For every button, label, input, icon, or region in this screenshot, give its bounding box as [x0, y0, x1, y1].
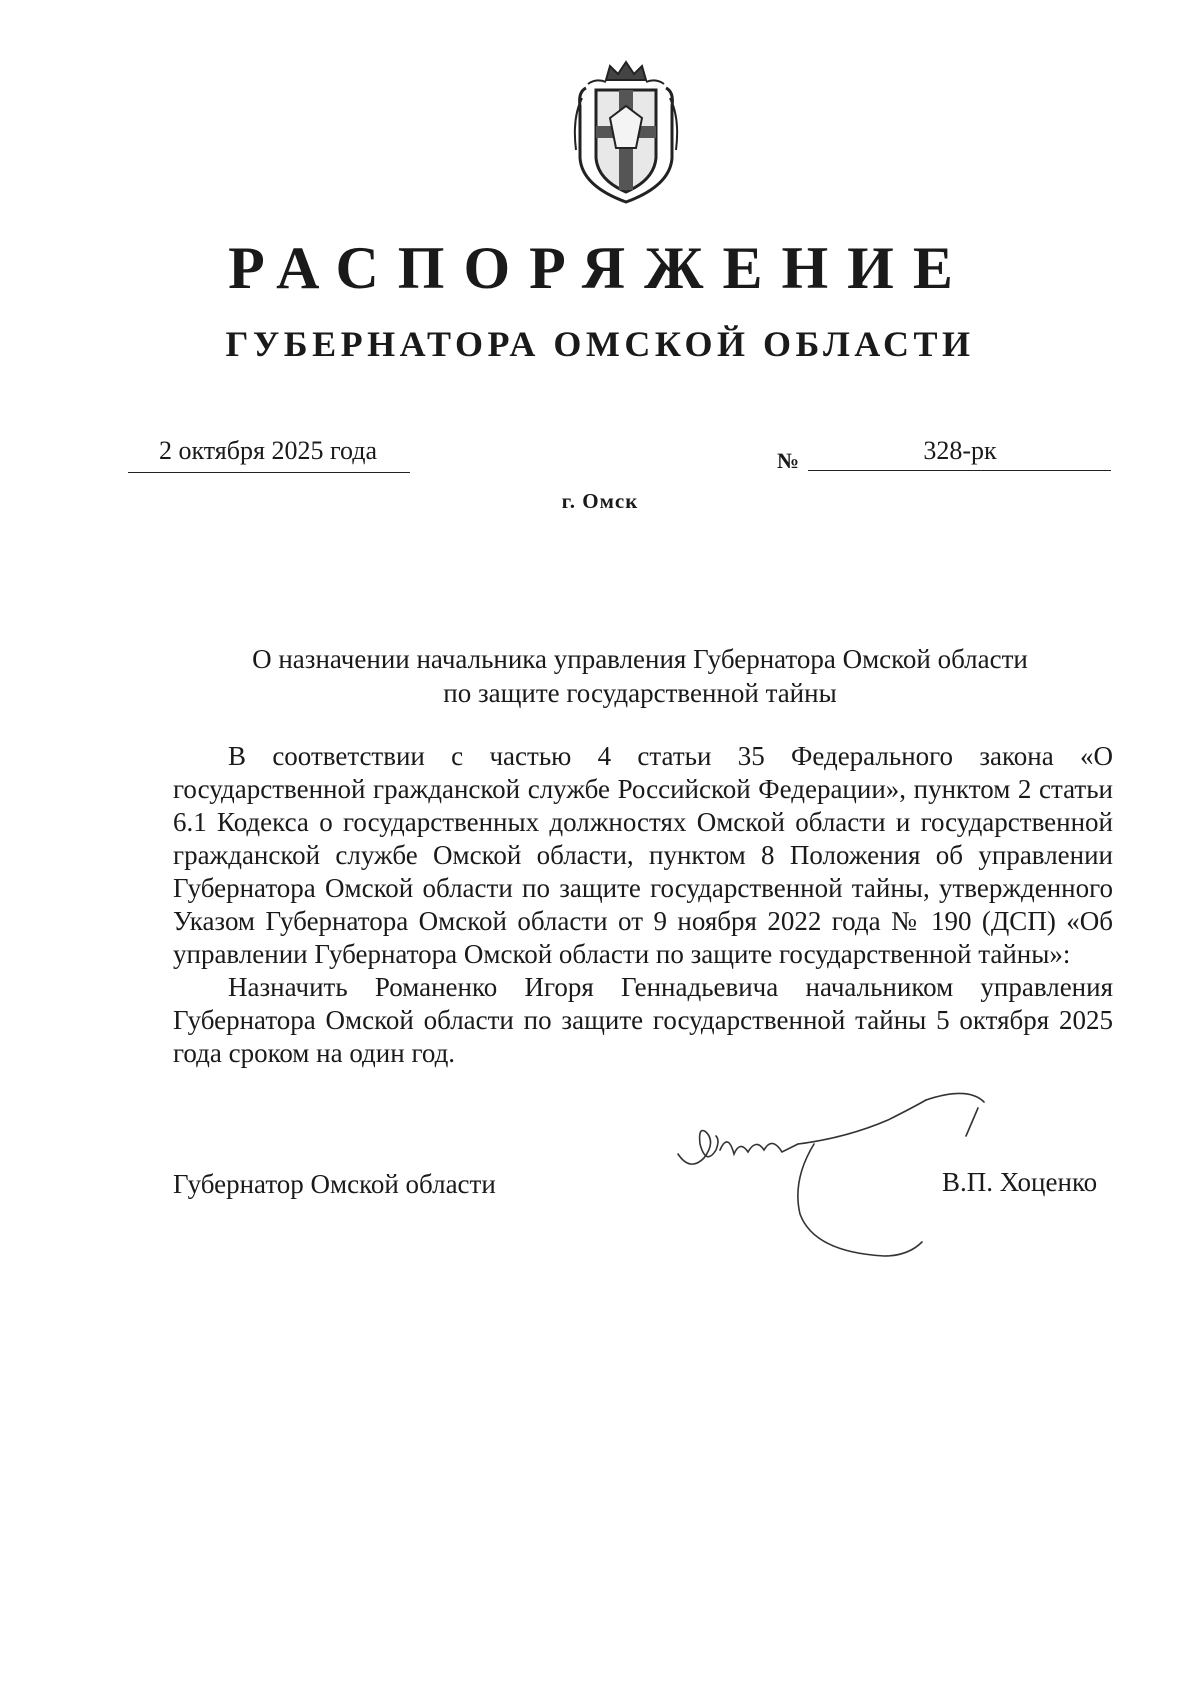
document-heading — [160, 642, 1120, 710]
date-underline — [128, 472, 410, 473]
document-type-title: РАСПОРЯЖЕНИЕ — [228, 235, 972, 301]
number-sign: № — [777, 448, 800, 473]
body-paragraph-order: Назначить Романенко Игоря Геннадьевича начальником управления Губернатора Омской области по защите государственной тайны 5 октября 2025 года сроком на один год. — [173, 972, 1113, 1068]
issuer-subtitle: ГУБЕРНАТОРА ОМСКОЙ ОБЛАСТИ — [225, 324, 975, 364]
signatory-name: В.П. Хоценко — [942, 1167, 1098, 1197]
document-city: г. Омск — [561, 489, 639, 513]
signatory-position: Губернатор Омской области — [173, 1169, 496, 1199]
document-heading-line-1: О назначении начальника управления Губернатора Омской области — [252, 644, 1028, 674]
document-body — [173, 740, 1113, 1070]
document-number: 328-рк — [923, 436, 997, 465]
coat-of-arms-icon — [566, 58, 686, 206]
document-date: 2 октября 2025 года — [159, 436, 377, 465]
number-underline — [808, 470, 1111, 471]
body-paragraph-preamble: В соответствии с частью 4 статьи 35 Федерального закона «О государственной гражданской службе Российской Федерации», пунктом 2 статьи 6.1 Кодекса о государственных должностях Омской области и государственной гражданской службе Омской области, пунктом 8 Положения об управлении Губернатора Омской области по защите государственной тайны, утвержденного Указом Губернатора Омской области от 9 ноября 2022 года № 190 (ДСП) «Об управлении Губернатора Омской области по защите государственной тайны»: — [173, 741, 1113, 969]
document-heading-line-2: по защите государственной тайны — [443, 678, 837, 708]
